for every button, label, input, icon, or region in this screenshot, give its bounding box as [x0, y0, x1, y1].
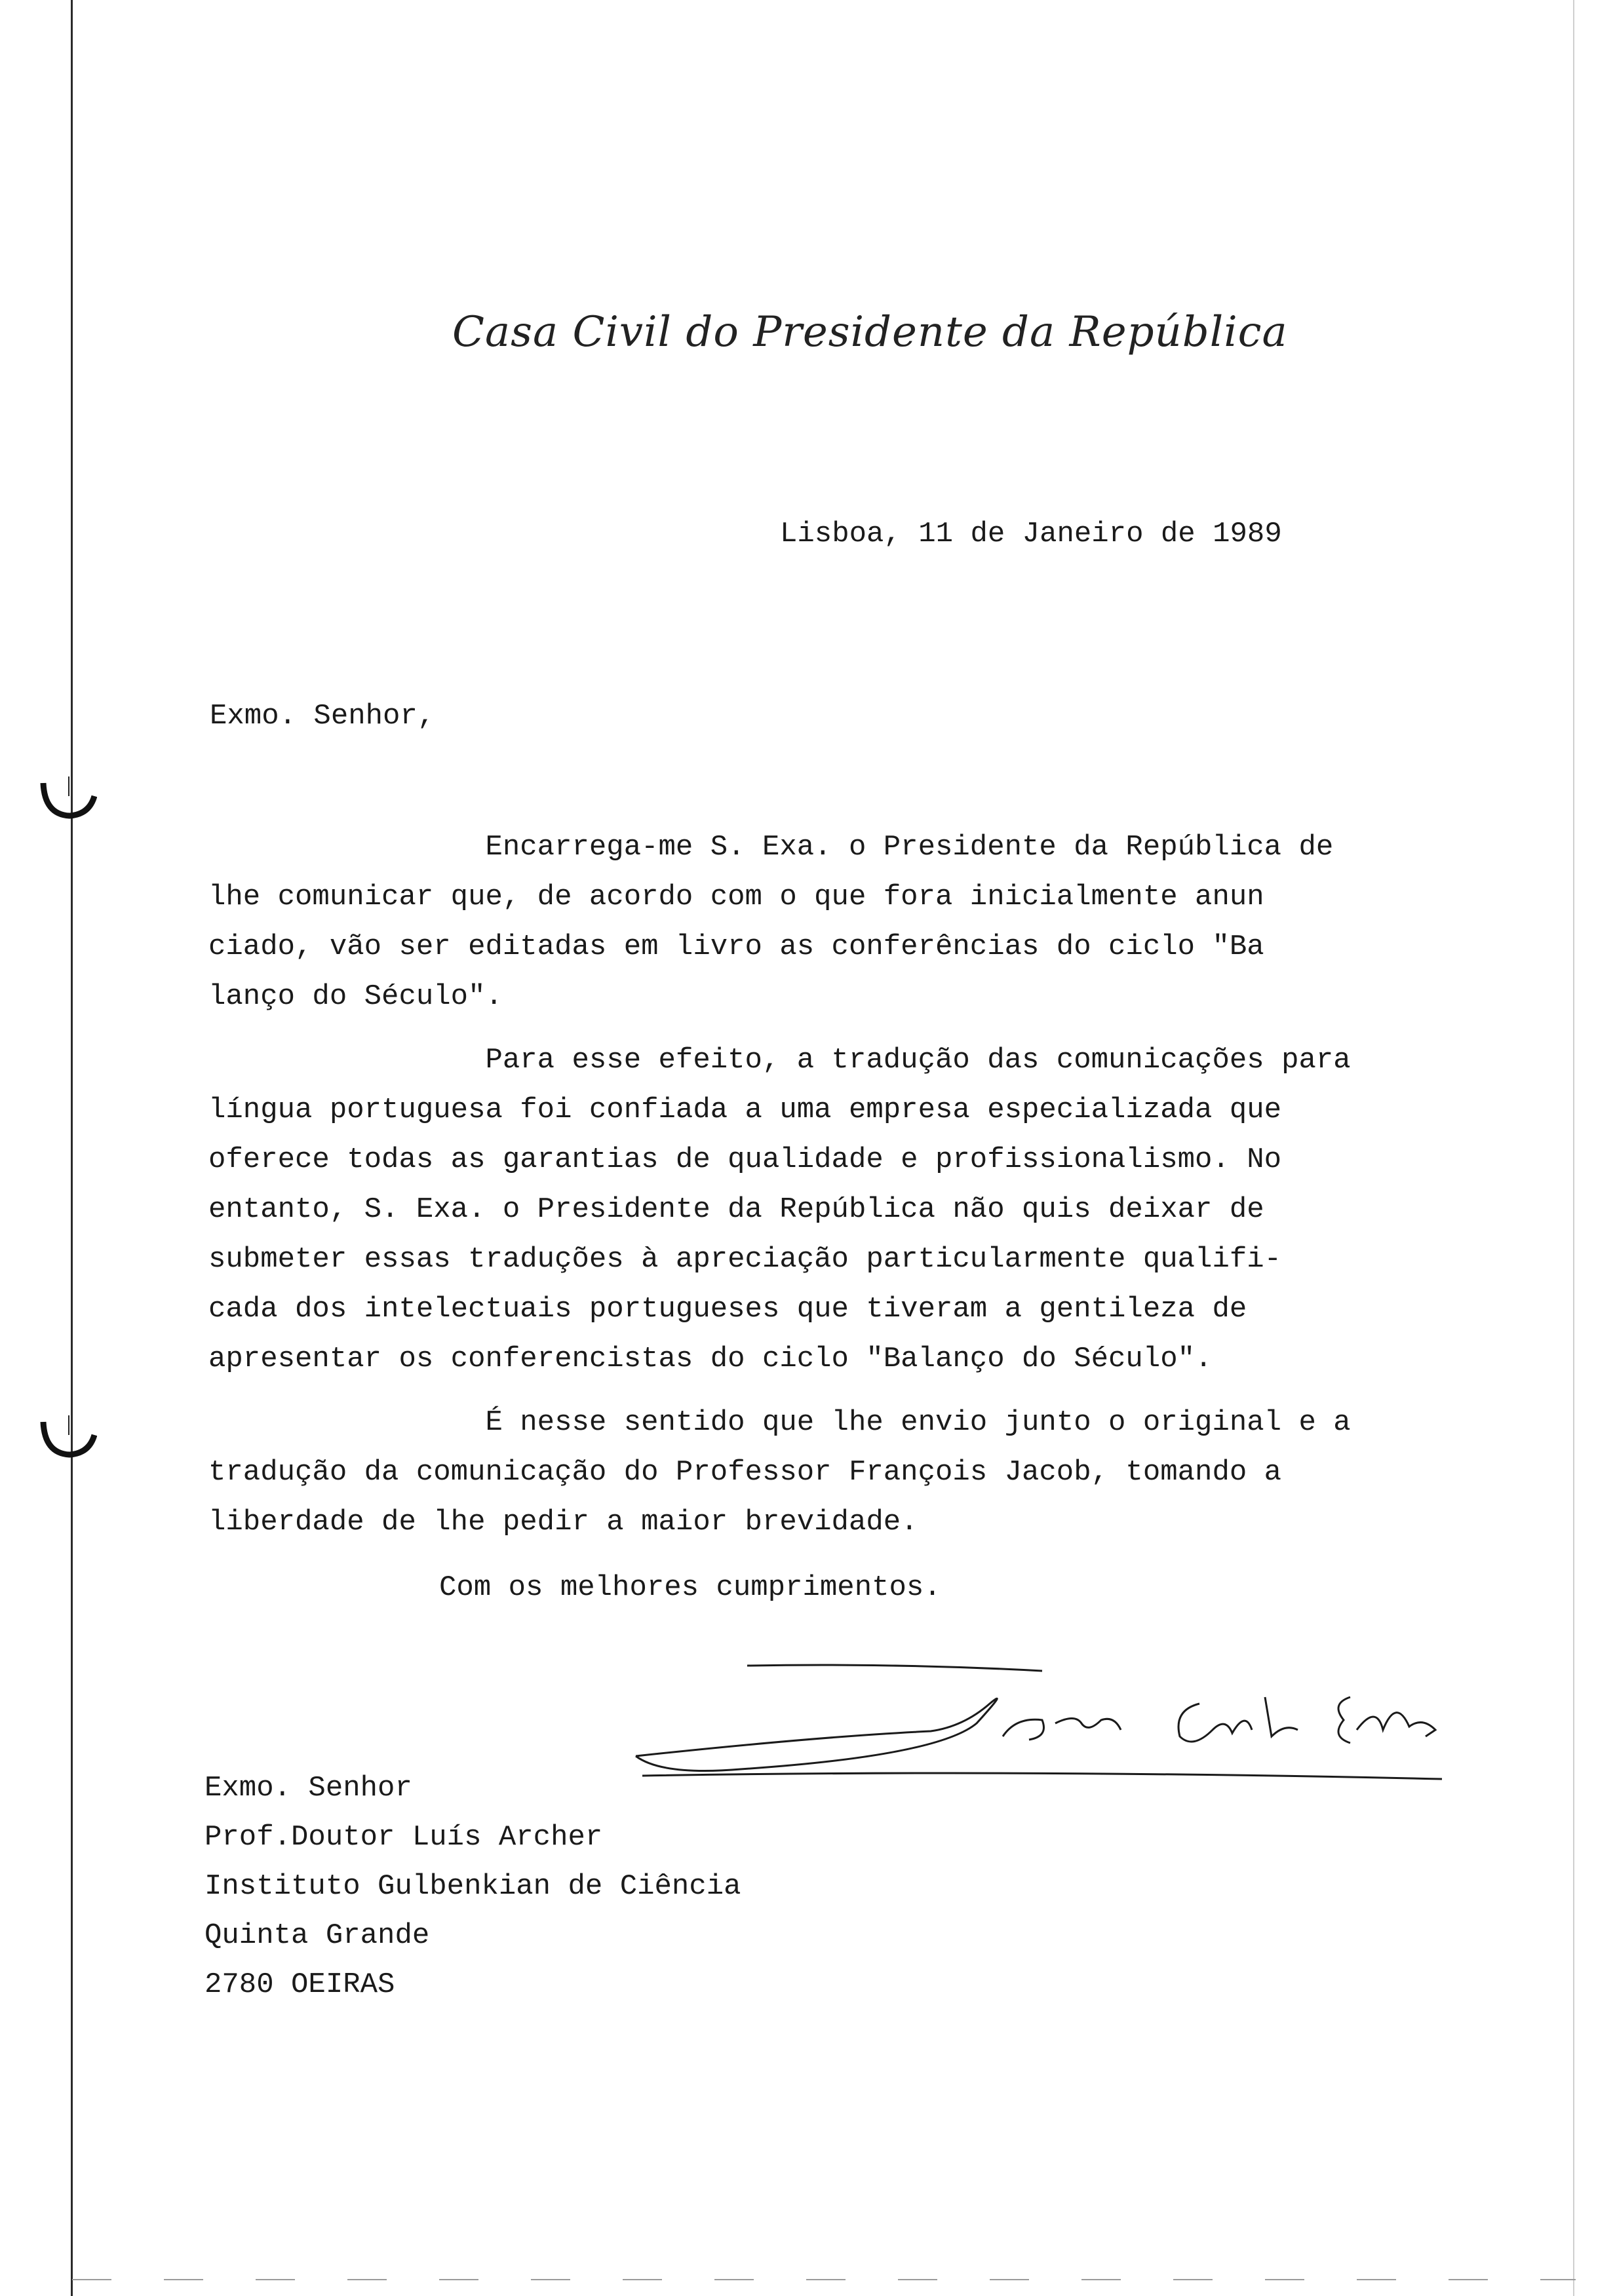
- paragraph-line: entanto, S. Exa. o Presidente da República não quis deixar de: [208, 1193, 1264, 1226]
- paragraph-line: lanço do Século".: [208, 980, 503, 1013]
- paragraph-line: liberdade de lhe pedir a maior brevidade.: [208, 1506, 918, 1539]
- paragraph-line: Encarrega-me S. Exa. o Presidente da República de: [208, 831, 1334, 864]
- handwritten-signature: [623, 1658, 1449, 1789]
- paragraph-line: oferece todas as garantias de qualidade e profissionalismo. No: [208, 1143, 1282, 1176]
- letterhead: Casa Civil do Presidente da República: [452, 308, 1288, 356]
- paragraph-line: ciado, vão ser editadas em livro as conferências do ciclo "Ba: [208, 930, 1264, 963]
- paragraph-line: língua portuguesa foi confiada a uma empresa especializada que: [208, 1094, 1282, 1126]
- paragraph-line: É nesse sentido que lhe envio junto o original e a: [208, 1406, 1351, 1439]
- paragraph-line: tradução da comunicação do Professor François Jacob, tomando a: [208, 1456, 1282, 1489]
- paragraph-line: apresentar os conferencistas do ciclo "Balanço do Século".: [208, 1343, 1213, 1375]
- scan-margin-line: [71, 0, 73, 2296]
- address-line: 2780 OEIRAS: [204, 1968, 395, 2001]
- scan-bottom-edge: [72, 2279, 1576, 2280]
- paragraph-1: [208, 822, 1454, 1022]
- binder-hole-mark-top: [38, 776, 97, 822]
- address-line: Quinta Grande: [204, 1919, 430, 1952]
- closing: Com os melhores cumprimentos.: [439, 1571, 941, 1604]
- paragraph-line: cada dos intelectuais portugueses que tiveram a gentileza de: [208, 1293, 1247, 1326]
- scan-right-edge: [1573, 0, 1574, 2296]
- paragraph-line: submeter essas traduções à apreciação particularmente qualifi-: [208, 1243, 1282, 1276]
- paragraph-3: [208, 1398, 1454, 1547]
- binder-hole-mark-bottom: [38, 1415, 97, 1461]
- address-line: Instituto Gulbenkian de Ciência: [204, 1870, 741, 1903]
- paragraph-2: [208, 1035, 1454, 1384]
- address-line: Exmo. Senhor: [204, 1772, 412, 1805]
- recipient-address: [204, 1764, 741, 2010]
- letter-date: Lisboa, 11 de Janeiro de 1989: [780, 518, 1282, 550]
- salutation: Exmo. Senhor,: [210, 700, 435, 733]
- paragraph-line: Para esse efeito, a tradução das comunicações para: [208, 1044, 1351, 1077]
- address-line: Prof.Doutor Luís Archer: [204, 1821, 603, 1854]
- paragraph-line: lhe comunicar que, de acordo com o que fora inicialmente anun: [208, 881, 1264, 913]
